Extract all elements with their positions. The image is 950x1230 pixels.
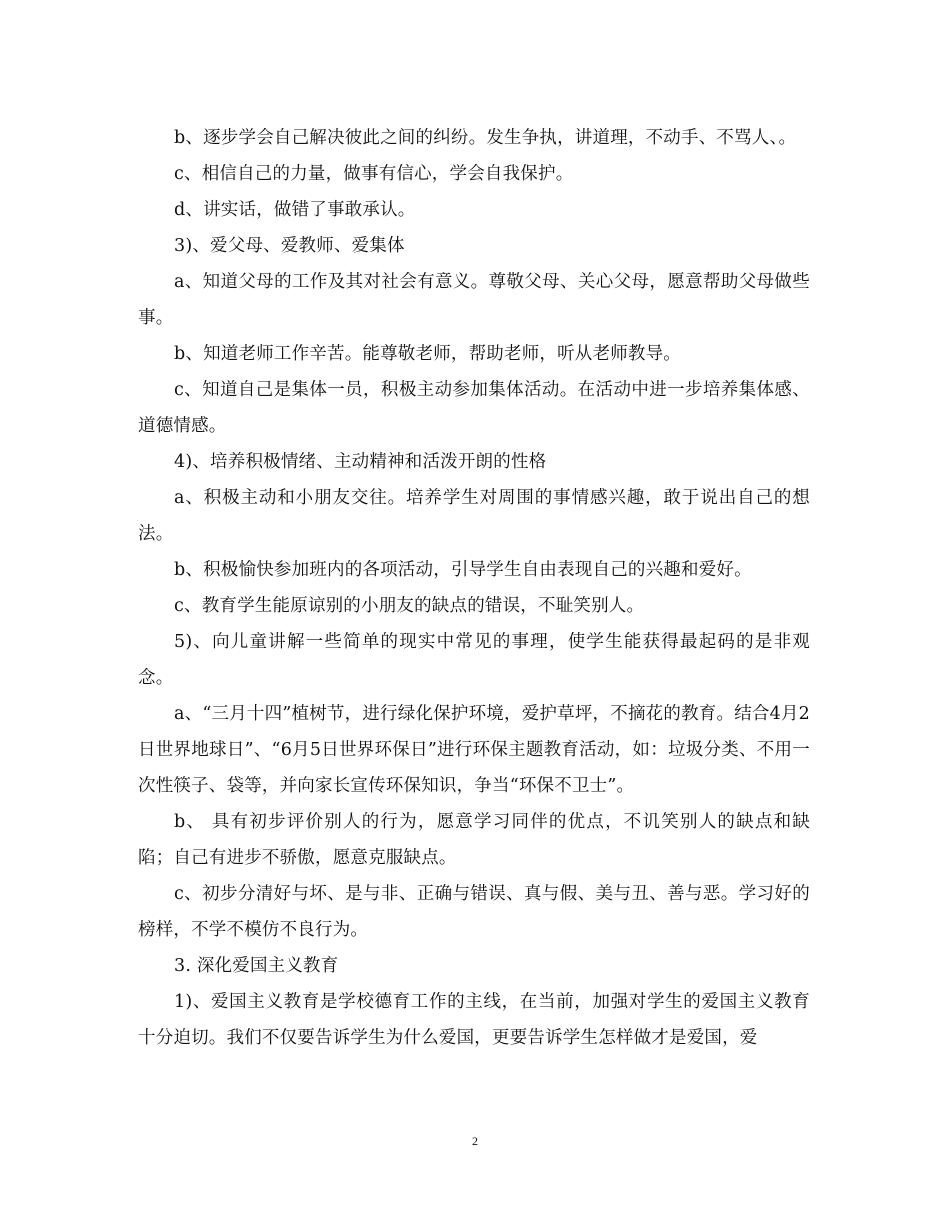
paragraph: b、知道老师工作辛苦。能尊敬老师，帮助老师，听从老师教导。 [174, 344, 682, 364]
section-heading: 3)、爱父母、爱教师、爱集体 [174, 236, 405, 256]
paragraph: b、逐步学会自己解决彼此之间的纠纷。发生争执，讲道理，不动手、不骂人、。 [174, 128, 797, 148]
paragraph: c、教育学生能原谅别的小朋友的缺点的错误，不耻笑别人。 [174, 596, 645, 616]
paragraph: c、初步分清好与坏、是与非、正确与错误、真与假、美与丑、善与恶。学习好的榜样，不学不模仿不良行为。 [138, 884, 810, 940]
body-text [138, 120, 810, 1056]
paragraph: a、知道父母的工作及其对社会有意义。尊敬父母、关心父母，愿意帮助父母做些事。 [138, 272, 810, 328]
page-number: 2 [472, 1134, 478, 1148]
paragraph: b、 具有初步评价别人的行为，愿意学习同伴的优点，不讥笑别人的缺点和缺陷；自己有进步不骄傲，愿意克服缺点。 [138, 812, 810, 868]
paragraph: c、知道自己是集体一员，积极主动参加集体活动。在活动中进一步培养集体感、道德情感。 [138, 380, 810, 436]
paragraph: 1)、爱国主义教育是学校德育工作的主线，在当前，加强对学生的爱国主义教育十分迫切。我们不仅要告诉学生为什么爱国，更要告诉学生怎样做才是爱国，爱 [138, 992, 810, 1048]
paragraph: c、相信自己的力量，做事有信心，学会自我保护。 [174, 164, 574, 184]
section-heading: 4)、培养积极情绪、主动精神和活泼开朗的性格 [174, 452, 547, 472]
section-heading: 5)、向儿童讲解一些简单的现实中常见的事理，使学生能获得最起码的是非观念。 [138, 632, 810, 688]
paragraph: a、积极主动和小朋友交往。培养学生对周围的事情感兴趣，敢于说出自己的想法。 [138, 488, 810, 544]
section-heading: 3. 深化爱国主义教育 [174, 956, 339, 976]
paragraph: b、积极愉快参加班内的各项活动，引导学生自由表现自己的兴趣和爱好。 [174, 560, 752, 580]
paragraph: a、“三月十四”植树节，进行绿化保护环境，爱护草坪，不摘花的教育。结合4月2日世界地球日”、“6月5日世界环保日”进行环保主题教育活动，如：垃圾分类、不用一次性筷子、袋等，并向家长宣传环保知识，争当“环保不卫士”。 [138, 704, 810, 796]
paragraph: d、讲实话，做错了事敢承认。 [174, 200, 416, 220]
